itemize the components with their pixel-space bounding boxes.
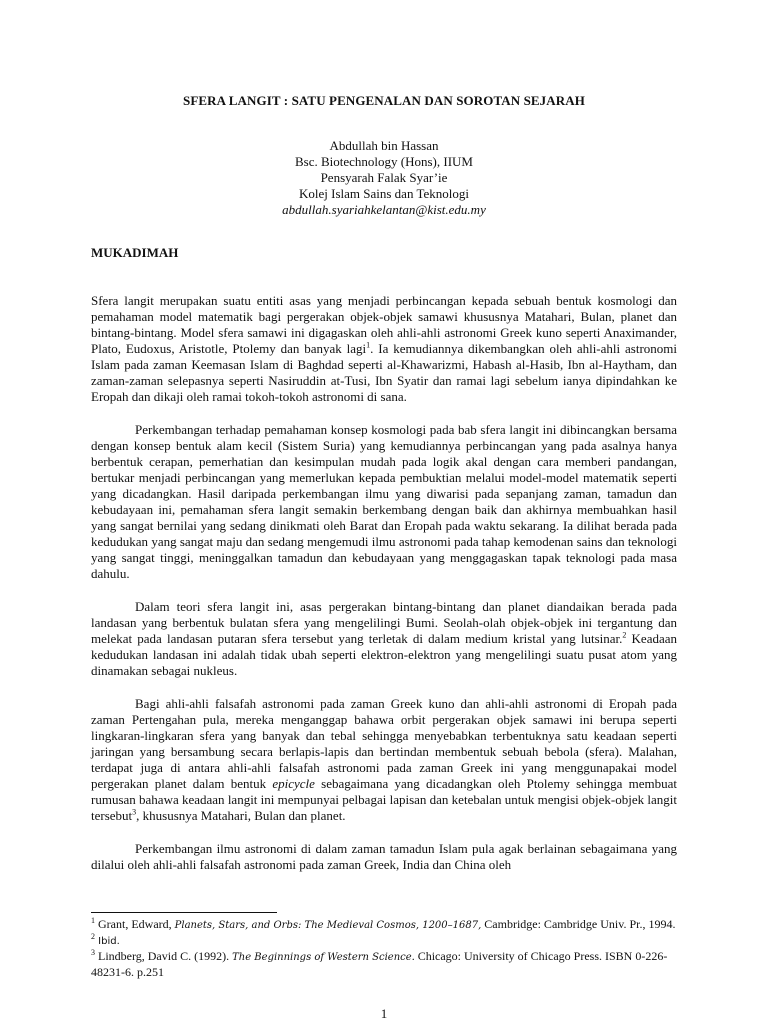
footnote-1-number: 1 (91, 916, 95, 925)
footnote-2-number: 2 (91, 932, 95, 941)
paragraph-3-text-b: Keadaan kedudukan landasan ini adalah tidak ubah seperti elektron-elektron yang mengelilingi suatu pusat atom yang dinamakan sebagai nukleus. (91, 631, 677, 678)
paper-title: SFERA LANGIT : SATU PENGENALAN DAN SOROTAN SEJARAH (183, 93, 585, 108)
paragraph-5: Perkembangan ilmu astronomi di dalam zaman tamadun Islam pula agak berlainan sebagaimana yang dilalui oleh ahli-ahli falsafah astronomi pada zaman Greek, India dan China oleh (91, 841, 677, 872)
paragraph-4 (91, 696, 677, 824)
footnote-1-italic-title: Planets, Stars, and Orbs: The Medieval Cosmos, 1200–1687, (174, 920, 482, 931)
paragraph-4-italic-term: epicycle (272, 776, 315, 791)
author-position: Pensyarah Falak Syar’ie (320, 170, 448, 185)
footnote-3-italic-title: The Beginnings of Western Science (232, 952, 412, 963)
paragraph-4-text-a: Bagi ahli-ahli falsafah astronomi pada zaman Greek kuno dan ahli-ahli astronomi di Eropah pada zaman Pertengahan pula, mereka menganggap bahawa orbit pergerakan objek samawi ini berupa seperti lingkaran-lingkaran sfera yang banyak dan tebal sehingga menyebabkan terbentuknya satu keadaan seperti jaringan yang bersambung secara berlapis-lapis dan bertindan membentuk sebuah bebola (sfera). Malahan, terdapat juga di antara ahli-ahli falsafah astronomi pada zaman Greek ini yang menggunapakai model pergerakan planet dalam bentuk (91, 696, 677, 791)
paragraph-1 (91, 293, 677, 405)
footnote-ref-2[interactable]: 2 (622, 630, 627, 640)
footnote-2-text: Ibid. (95, 936, 120, 947)
paragraph-1-text-b: . Ia kemudiannya dikembangkan oleh ahli-ahli astronomi Islam pada zaman Keemasan Islam di Baghdad seperti al-Khawarizmi, Habash al-Hasib, Ibn al-Haytham, dan zaman-zaman selepasnya seperti Nasiruddin at-Tusi, Ibn Syatir dan ramai lagi sebelum ianya dipindahkan ke Eropah dan dikaji oleh ramai tokoh-tokoh astronomi di sana. (91, 341, 677, 404)
footnote-2 (91, 933, 677, 949)
footnote-3-text-a: Lindberg, David C. (1992). (95, 949, 233, 963)
author-block (91, 138, 677, 218)
author-email[interactable]: abdullah.syariahkelantan@kist.edu.my (282, 202, 486, 217)
paragraph-3 (91, 599, 677, 679)
footnote-separator (91, 912, 277, 913)
author-degree: Bsc. Biotechnology (Hons), IIUM (294, 154, 473, 169)
paragraph-1-text-a: Sfera langit merupakan suatu entiti asas yang menjadi perbincangan kepada sebuah bentuk kosmologi dan pemahaman model matematik bagi pergerakan objek-objek samawi khususnya Matahari, Bulan, planet dan bintang-bintang. Model sfera samawi ini digagaskan oleh ahli-ahli astronomi Greek kuno seperti Anaximander, Plato, Eudoxus, Aristotle, Ptolemy dan banyak lagi (91, 293, 677, 356)
paragraph-4-text-b: sebagaimana yang dicadangkan oleh Ptolemy sehingga membuat rumusan bahawa keadaan langit ini mempunyai pelbagai lapisan dan ketebalan untuk mengisi objek-objek langit tersebut (91, 776, 677, 823)
footnote-3-number: 3 (91, 948, 95, 957)
footnote-1-text-a: Grant, Edward, (95, 917, 175, 931)
paragraph-3-text-a: Dalam teori sfera langit ini, asas pergerakan bintang-bintang dan planet diandaikan berada pada landasan yang berbentuk bulatan sfera yang mengelilingi Bumi. Seolah-olah objek-objek ini tergantung dan melekat pada landasan putaran sfera tersebut yang terletak di dalam medium kristal yang lutsinar. (91, 599, 677, 646)
footnote-3 (91, 949, 677, 980)
body-text (91, 293, 677, 890)
document-page (91, 0, 677, 1024)
footnote-1 (91, 917, 677, 933)
footnote-ref-3[interactable]: 3 (132, 807, 137, 817)
section-heading: MUKADIMAH (91, 245, 179, 260)
paragraph-2: Perkembangan terhadap pemahaman konsep kosmologi pada bab sfera langit ini dibincangkan bersama dengan konsep bentuk alam kecil (Sistem Suria) yang kemudiannya perbincangan yang pada asalnya hanya berbentuk cerapan, pemerhatian dan kesimpulan mudah pada logik akal dengan cara memberi pandangan, bertukar menjadi perbincangan yang memerlukan kepada pembuktian melalui model-model matematik seperti yang dicadangkan. Hasil daripada perkembangan ilmu yang diwarisi pada sepanjang zaman, tamadun dan kebudayaan ini, pemahaman sfera langit semakin berkembang dengan baik dan akhirnya membuahkan hasil yang sangat bernilai yang sedang dinikmati oleh Barat dan Eropah pada waktu sekarang. Ia dilihat berada pada kedudukan yang sangat maju dan sedang mengemudi ilmu astronomi pada tahap kemodenan sains dan teknologi yang sangat tinggi, meninggalkan tamadun dan kebudayaan yang menggagaskan tapak teknologi pada masa dahulu. (91, 422, 677, 581)
footnotes (91, 917, 677, 980)
author-name: Abdullah bin Hassan (329, 138, 439, 153)
footnote-3-text-b: . Chicago: University of Chicago Press. ISBN 0-226-48231-6. p.251 (91, 949, 668, 979)
page-number: 1 (380, 1006, 388, 1021)
footnote-ref-1[interactable]: 1 (366, 340, 371, 350)
author-institution: Kolej Islam Sains dan Teknologi (299, 186, 469, 201)
paragraph-4-text-c: , khususnya Matahari, Bulan dan planet. (136, 808, 346, 823)
footnote-1-text-b: Cambridge: Cambridge Univ. Pr., 1994. (481, 917, 676, 931)
